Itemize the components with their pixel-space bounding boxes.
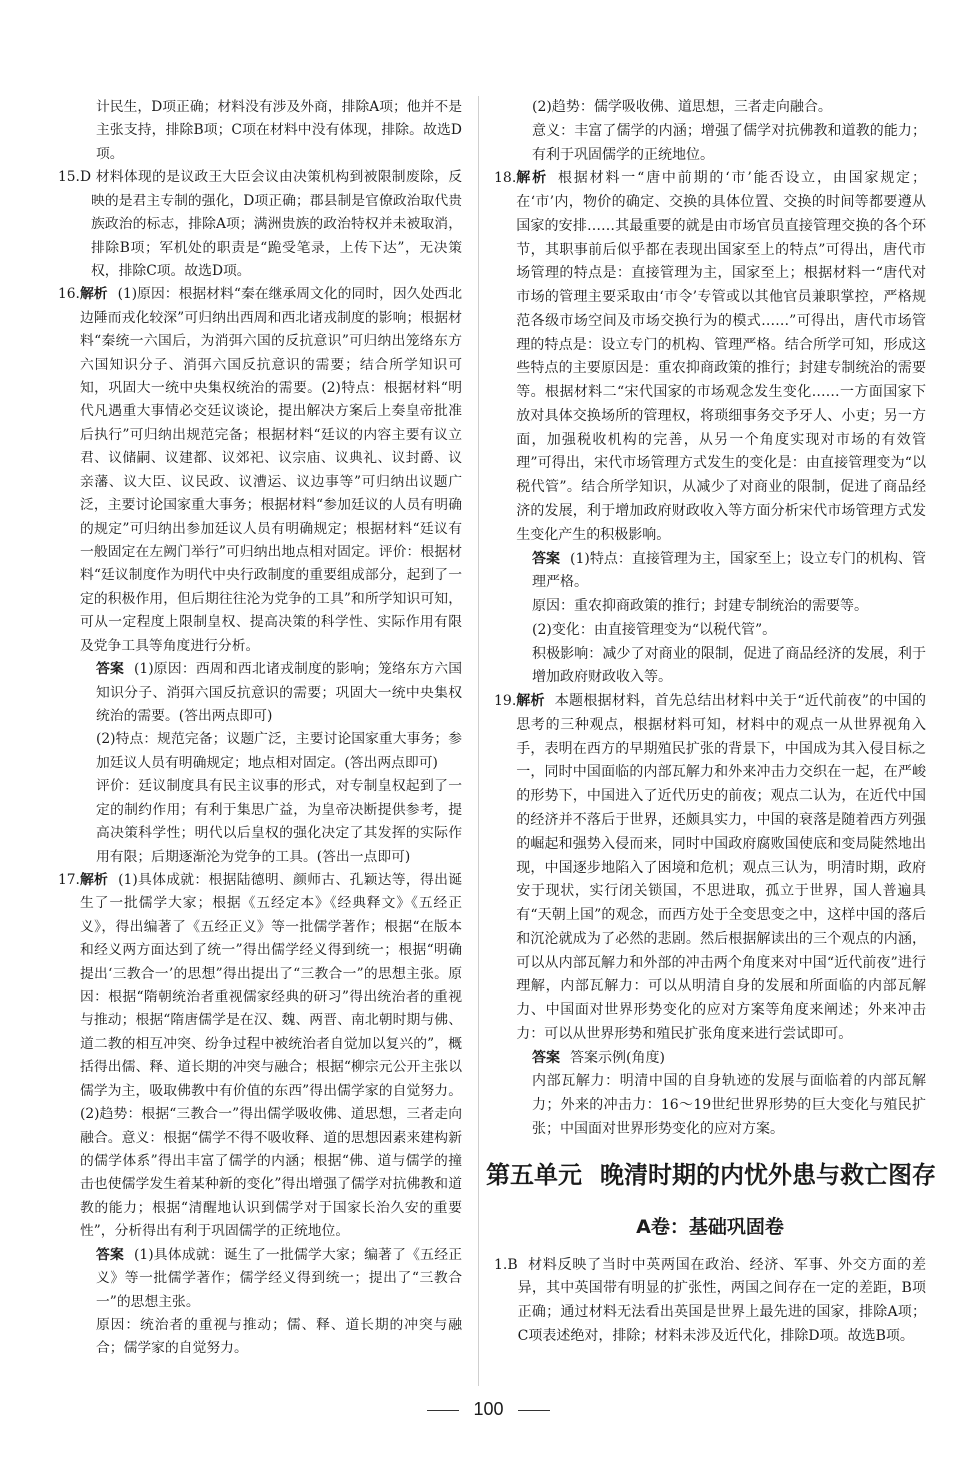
question-number: 1.B	[494, 1256, 518, 1273]
page-number: 100	[0, 1396, 977, 1422]
question-1	[494, 1254, 926, 1349]
question-16	[58, 283, 462, 658]
question-number: 17.	[58, 871, 80, 888]
question-15	[58, 166, 462, 283]
answer-label: 答案	[532, 1049, 560, 1066]
question-text: 材料体现的是议政王大臣会议由决策机构到被限制废除，反映的是君主专制的强化，D项正确；郡县制是官僚政治取代贵族政治的标志，排除A项；满洲贵族的政治特权并未被取消，排除B项；军机处的职责是“跪受笔录，上传下达”，无决策权，排除C项。故选D项。	[91, 169, 463, 279]
section-title: A卷：基础巩固卷	[636, 1215, 784, 1238]
analysis-label: 解析	[516, 170, 548, 187]
question-number: 15.D	[58, 169, 92, 186]
analysis-paragraph: 解析 (1)具体成就：根据陆德明、颜师古、孔颖达等，得出诞生了一批儒学大家；根据《五经定本》《经典释文》《五经正义》，得出编著了《五经正义》等一批儒学著作；根据“在版本和经义两方面达到了统一”得出儒学经义得到统一；根据“明确提出‘三教合一’的思想”得出提出了“三教合一”的思想主张。原因：根据“隋朝统治者重视儒家经典的研习”得出统治者的重视与推动；根据“隋唐儒学是在汉、魏、两晋、南北朝时期与佛、道二教的相互冲突、纷争过程中被统治者自觉加以复兴的”，概括得出儒、释、道长期的冲突与融合；根据“柳宗元公开主张以儒学为主，吸取佛教中有价值的东西”得出儒学家的自觉努力。(2)趋势：根据“三教合一”得出儒学吸收佛、道思想，三者走向融合。意义：根据“儒学不得不吸收释、道的思想因素来建构新的儒学体系”得出丰富了儒学的内涵；根据“佛、道与儒学的撞击也使儒学发生着某种新的变化”得出增强了儒学对抗佛教和道教的能力；根据“清醒地认识到儒学对于国家长治久安的重要性”，分析得出有利于巩固儒学的正统地位。	[79, 871, 462, 1240]
analysis-label: 解析	[79, 286, 108, 303]
answer-paragraph: 原因：统治者的重视与推动；儒、释、道长期的冲突与融合；儒学家的自觉努力。	[96, 1316, 462, 1357]
analysis-label: 解析	[79, 871, 109, 888]
question-17	[58, 869, 462, 1244]
answer-paragraph: (2)特点：规范完备；议题广泛，主要讨论国家重大事务；参加廷议人员有明确规定；地点相对固定。(答出两点即可)	[96, 731, 462, 771]
answer-paragraph: 内部瓦解力：明清中国的自身轨迹的发展与面临着的内部瓦解力；外来的冲击力：16～19世纪世界形势的巨大变化与殖民扩张；中国面对世界形势变化的应对方案。	[532, 1073, 926, 1137]
page-number-dash-left	[427, 1410, 459, 1411]
answer-paragraph: 意义：丰富了儒学的内涵；增强了儒学对抗佛教和道教的能力；有利于巩固儒学的正统地位。	[532, 122, 926, 163]
analysis-paragraph: 解析 根据材料一“唐中前期的‘市’能否设立，由国家规定；在‘市’内，物价的确定、交换的具体位置、交换的时间等都要遵从国家的安排……其最重要的就是由市场官员直接管理交换的各个环节，其职事前后似乎都在表现出国家至上的特点”可得出，唐代市场管理的特点是：直接管理为主，国家至上；根据材料一“唐代对市场的管理主要采取由‘市令’专管或以其他官员兼职掌控，严格规范各级市场空间及市场交换行为的模式……”可得出，唐代市场管理的特点是：设立专门的机构、管理严格。结合所学可知，形成这些特点的主要原因是：重农抑商政策的推行；封建专制统治的需要等。根据材料二“宋代国家的市场观念发生变化……一方面国家下放对具体交换场所的管理权，将琐细事务交予牙人、小吏；另一方面，加强税收机构的完善，从另一个角度实现对市场的有效管理”可得出，宋代市场管理方式发生的变化是：由直接管理变为“以税代管”。结合所学知识，从减少了对商业的限制，促进了商品经济的发展，利于增加政府财政收入等方面分析宋代市场管理方式发生变化产生的积极影响。	[516, 170, 926, 543]
answer-paragraph: 答案 答案示例(角度)	[532, 1049, 665, 1066]
answer-paragraph: 原因：重农抑商政策的推行；封建专制统治的需要等。	[532, 598, 868, 615]
right-column	[486, 96, 936, 1349]
answer-label: 答案	[532, 550, 561, 567]
question-text: 材料反映了当时中英两国在政治、经济、军事、外交方面的差异，其中英国带有明显的扩张性，两国之间存在一定的差距，B项正确；通过材料无法看出英国是世界上最先进的国家，排除A项；C项表述绝对，排除；材料未涉及近代化，排除D项。故选B项。	[517, 1256, 926, 1344]
answer-label: 答案	[96, 1246, 125, 1263]
page-number-dash-right	[518, 1410, 550, 1411]
answer-paragraph: 答案 (1)特点：直接管理为主，国家至上；设立专门的机构、管理严格。	[532, 550, 926, 591]
question-number: 18.	[494, 170, 517, 187]
question-19	[494, 690, 926, 1046]
column-divider	[478, 96, 479, 1386]
analysis-paragraph: 解析 (1)原因：根据材料“秦在继承周文化的同时，因久处西北边陲而戎化较深”可归纳出西周和西北诸戎制度的影响；根据材料“秦统一六国后，为消弭六国的反抗意识”可归纳出笼络东方六国知识分子、消弭六国反抗意识的需要；结合所学知识可知，巩固大一统中央集权统治的需要。(2)特点：根据材料“明代凡遇重大事情必交廷议谈论，提出解决方案后上奏皇帝批准后执行”可归纳出规范完备；根据材料“廷议的内容主要有议立君、议储嗣、议建都、议郊祀、议宗庙、议典礼、议封爵、议亲藩、议大臣、议民政、议漕运、议边事等”可归纳出议题广泛，主要讨论国家重大事务；根据材料“参加廷议的人员有明确的规定”可归纳出参加廷议人员有明确规定；根据材料“廷议有一般固定在左阙门举行”可归纳出地点相对固定。评价：根据材料“廷议制度作为明代中央行政制度的重要组成部分，起到了一定的积极作用，但后期往往沦为党争的工具”和所学知识可知，可从一定程度上限制皇权、提高决策的科学性、实际作用有限及党争工具等角度进行分析。	[79, 286, 462, 654]
question-18	[494, 167, 926, 547]
answer-paragraph: 答案 (1)原因：西周和西北诸戎制度的影响；笼络东方六国知识分子、消弭六国反抗意识的需要；巩固大一统中央集权统治的需要。(答出两点即可)	[96, 661, 463, 724]
answer-paragraph: 评价：廷议制度具有民主议事的形式，对专制皇权起到了一定的制约作用；有利于集思广益，为皇帝决断提供参考，提高决策科学性；明代以后皇权的强化决定了其发挥的实际作用有限；后期逐渐沦为党争的工具。(答出一点即可)	[96, 778, 462, 865]
left-column	[58, 96, 462, 1361]
question-number: 16.	[58, 286, 80, 303]
answer-paragraph: 积极影响：减少了对商业的限制，促进了商品经济的发展，利于增加政府财政收入等。	[532, 645, 926, 686]
analysis-label: 解析	[516, 693, 545, 710]
answer-paragraph: (2)变化：由直接管理变为“以税代管”。	[532, 621, 777, 638]
question-number: 19.	[494, 693, 517, 710]
analysis-paragraph: 解析 本题根据材料，首先总结出材料中关于“近代前夜”的中国的思考的三种观点，根据材料可知，材料中的观点一从世界视角入手，表明在西方的早期殖民扩张的背景下，中国成为其入侵目标之一，同时中国面临的内部瓦解力和外来冲击力交织在一起，在严峻的形势下，中国进入了近代历史的前夜；观点二认为，在近代中国的经济并不落后于世界，还颇具实力，中国的衰落是随着西方列强的崛起和强势入侵而来，同时中国政府腐败国使底和变局陡然地出现，中国逐步地陷入了困境和危机；观点三认为，明清时期，政府安于现状，实行闭关锁国，不思进取，孤立于世界，国人普遍具有“天朝上国”的观念，而西方处于全变思变之中，这样中国的落后和沉沦就成为了必然的悲剧。然后根据解读出的三个观点的内涵，可以从内部瓦解力和外部的冲击两个角度来对中国“近代前夜”进行理解，内部瓦解力：可以从明清自身的发展和所面临的内部瓦解力、中国面对世界形势变化的应对方案等角度来阐述；外来冲击力：可以从世界形势和殖民扩张角度来进行尝试即可。	[516, 693, 926, 1042]
intro-paragraph: 计民生，D项正确；材料没有涉及外商，排除A项；他并不是主张支持，排除B项；C项在材料中没有体现，排除。故选D项。	[96, 99, 462, 162]
answer-paragraph: 答案 (1)具体成就：诞生了一批儒学大家；编著了《五经正义》等一批儒学著作；儒学经义得到统一；提出了“三教合一”的思想主张。	[96, 1246, 463, 1310]
answer-paragraph: (2)趋势：儒学吸收佛、道思想，三者走向融合。	[532, 99, 832, 115]
answer-label: 答案	[96, 661, 125, 678]
unit-title: 第五单元 晚清时期的内忧外患与救亡图存	[486, 1160, 936, 1189]
